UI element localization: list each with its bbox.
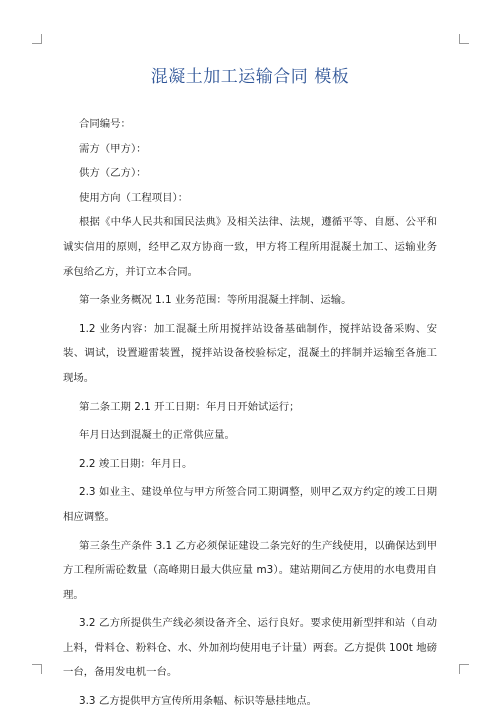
field-usage: 使用方向（工程项目）： — [79, 191, 189, 204]
field-supplier: 供方（乙方）： — [79, 167, 147, 180]
paragraph-article-1: 第一条业务概况 1.1 业务范围：等所用混凝土拌制、运输。 — [79, 294, 352, 307]
paragraph-preamble: 根据《中华人民共和国民法典》及相关法律、法规，遵循平等、自愿、公平和诚实信用的原则，经甲乙双方协商一致，甲方将工程所用混凝土加工、运输业务承包给乙方，并订立本合同。 — [63, 216, 437, 278]
paragraph-article-2: 第二条工期 2.1 开工日期：年月日开始试运行； — [79, 400, 300, 413]
field-contract-no: 合同编号： — [79, 118, 131, 130]
paragraph-2-2: 2.2 竣工日期：年月日。 — [79, 457, 193, 470]
crop-mark-bottom-left — [32, 664, 42, 674]
crop-mark-top-right — [459, 34, 469, 44]
paragraph-3-2: 3.2 乙方所提供生产线必须设备齐全、运行良好。要求使用新型拌和站（自动上料，骨料仓、粉料仓、水、外加剂均使用电子计量）两套。乙方提供 100t 地磅一台，备用发电机一台。 — [63, 617, 437, 679]
paragraph-1-2: 1.2 业务内容：加工混凝土所用搅拌站设备基础制作，搅拌站设备采购、安装、调试，设置避雷装置，搅拌站设备校验标定，混凝土的拌制并运输至各施工现场。 — [63, 322, 437, 384]
paragraph-article-3: 第三条生产条件 3.1 乙方必须保证建设二条完好的生产线使用，以确保达到甲方工程所需砼数量（高峰期日最大供应量 m3）。建站期间乙方使用的水电费用自理。 — [63, 539, 437, 601]
crop-mark-top-left — [32, 34, 42, 44]
field-buyer: 需方（甲方）： — [79, 142, 147, 155]
document-body — [63, 112, 437, 714]
crop-mark-bottom-right — [459, 664, 469, 674]
document-title: 混凝土加工运输合同 模板 — [150, 67, 350, 87]
paragraph-3-3: 3.3 乙方提供甲方宣传所用条幅、标识等悬挂地点。 — [79, 695, 318, 708]
paragraph-2-3: 2.3 如业主、建设单位与甲方所签合同工期调整，则甲乙双方约定的竣工日期相应调整。 — [63, 486, 437, 523]
paragraph-supply-date: 年月日达到混凝土的正常供应量。 — [79, 429, 235, 442]
